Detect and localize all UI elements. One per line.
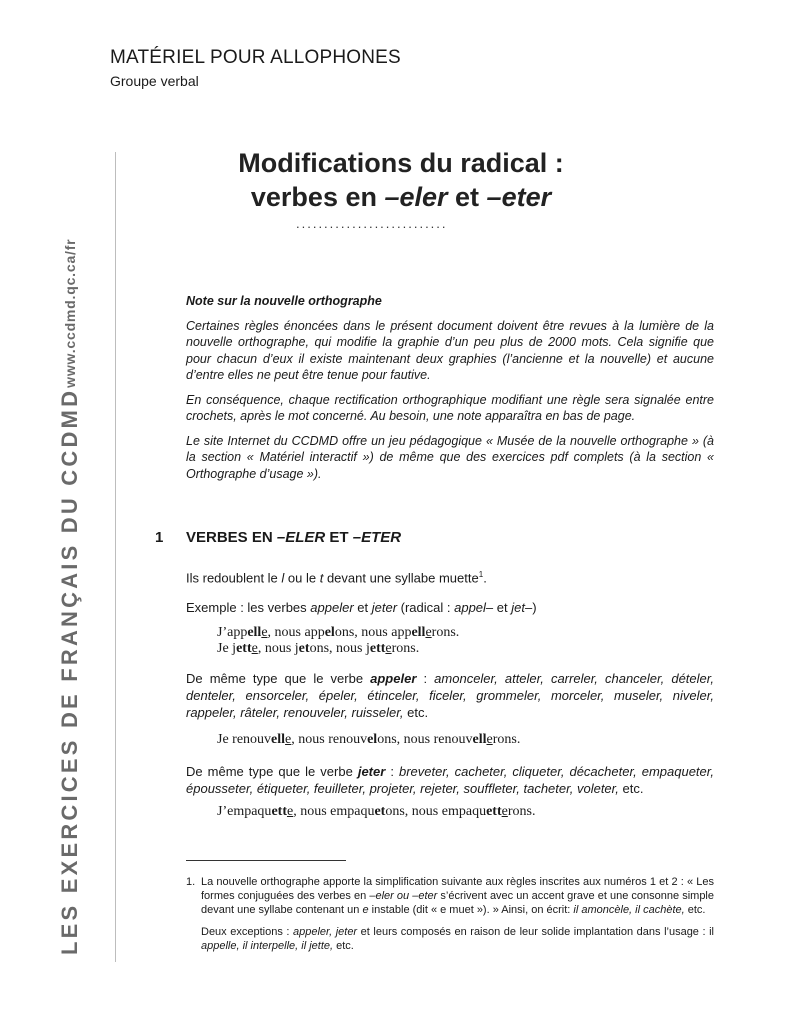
section-title: VERBES EN –ELER ET –ETER [186, 529, 402, 546]
jeter-conjugation: Je jette, nous jetons, nous jetterons. [217, 641, 420, 656]
example-intro: Exemple : les verbes appeler et jeter (radical : appel– et jet–) [186, 600, 537, 615]
page-title [186, 146, 616, 214]
side-band [52, 115, 88, 955]
footnote-rule [186, 860, 346, 861]
spelling-note [186, 293, 714, 490]
empaqueter-conjugation: J’empaquette, nous empaquetons, nous empaquetterons. [217, 804, 536, 819]
section-number: 1 [155, 529, 164, 546]
appeler-conjugation: J’appelle, nous appelons, nous appellerons. [217, 625, 460, 640]
side-divider [115, 152, 116, 962]
note-paragraph-1: Certaines règles énoncées dans le présent document doivent être revues à la lumière de la nouvelle orthographe, qui modifie la graphie d’un peu plus de 2000 mots. Cela signifie que pour chacun d’eux il existe maintenant deux graphies (l’ancienne et la nouvelle) et aucune d’entre elles ne peut être tenue pour fautive. [186, 318, 714, 382]
side-band-url: www.ccdmd.qc.ca/fr [62, 238, 78, 388]
jeter-type-verbs: De même type que le verbe jeter : breveter, cacheter, cliqueter, décacheter, empaqueter, épousseter, étiqueter, feuilleter, projeter, rejeter, souffleter, tacheter, voleter, etc. [186, 764, 714, 796]
rule-statement: Ils redoublent le l ou le t devant une syllabe muette$^1$. [186, 570, 487, 586]
footnote-number: 1. [186, 876, 196, 888]
document-series-subtitle: Groupe verbal [110, 73, 199, 89]
side-band-title: LES EXERCICES DE FRANÇAIS DU CCDMD [57, 387, 82, 955]
note-paragraph-3: Le site Internet du CCDMD offre un jeu pédagogique « Musée de la nouvelle orthographe » (à la section « Matériel interactif ») de même que des exercices pdf complets (à la section « Orthographe d’usage »). [186, 433, 714, 481]
note-paragraph-2: En conséquence, chaque rectification orthographique modifiant une règle sera signalée entre crochets, après le mot concerné. Au besoin, une note apparaîtra en bas de page. [186, 392, 714, 423]
note-heading: Note sur la nouvelle orthographe [186, 294, 382, 308]
document-series-title: MATÉRIEL POUR ALLOPHONES [110, 47, 401, 68]
footnote [186, 875, 714, 961]
appeler-type-verbs: De même type que le verbe appeler : amonceler, atteler, carreler, chanceler, dételer, denteler, ensorceler, épeler, étinceler, ficeler, grommeler, morceler, museler, niveler, rappeler, râteler, renouveler, ruisseler, etc. [186, 671, 714, 720]
title-line-2: verbes en –eler et –eter [250, 182, 552, 212]
renouveler-conjugation: Je renouvelle, nous renouvelons, nous renouvellerons. [217, 732, 521, 747]
title-line-1: Modifications du radical : [238, 148, 564, 178]
footnote-paragraph-1: La nouvelle orthographe apporte la simplification suivante aux règles inscrites aux numéros 1 et 2 : « Les formes conjuguées des verbes en –eler ou –eter s’écrivent avec un accent grave et une consonne simple devant une syllabe contenant un e instable (dit « e muet »). » Ainsi, on écrit: il amoncèle, il cachète, etc. [201, 876, 714, 916]
title-dotted-rule: ........................... [296, 216, 448, 231]
footnote-paragraph-2: Deux exceptions : appeler, jeter et leurs composés en raison de leur solide implantation dans l’usage : il appelle, il interpelle, il jette, etc. [201, 926, 714, 952]
